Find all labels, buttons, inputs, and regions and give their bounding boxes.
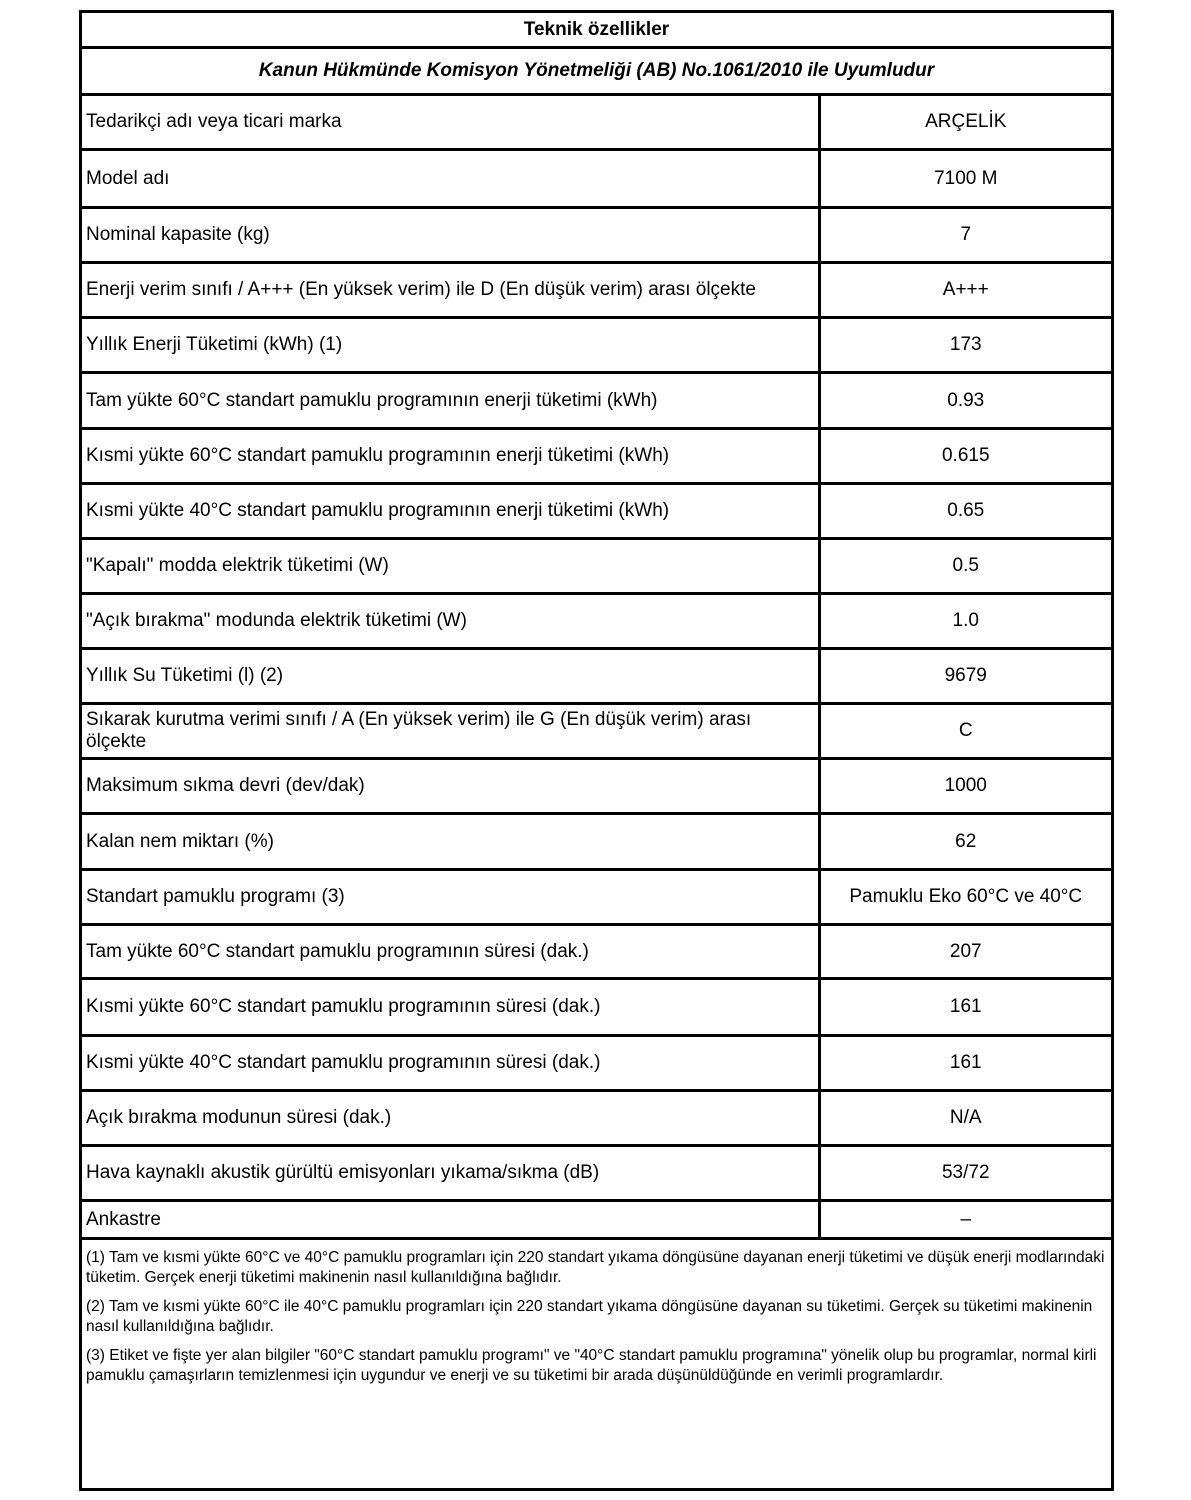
spec-value: A+++ [819, 263, 1111, 318]
spec-value: 7 [819, 208, 1111, 263]
footnote: (1) Tam ve kısmi yükte 60°C ve 40°C pamuklu programları için 220 standart yıkama döngüsüne dayanan enerji tüketimi ve düşük enerji modlarındaki tüketim. Gerçek enerji tüketimi makinenin nasıl kullanıldığına bağlıdır. [86, 1249, 1105, 1286]
spec-label: Hava kaynaklı akustik gürültü emisyonları yıkama/sıkma (dB) [82, 1146, 819, 1201]
subtitle-row [82, 48, 1111, 95]
spec-value: 0.93 [819, 373, 1111, 429]
spec-label: Tedarikçi adı veya ticari marka [82, 95, 819, 150]
spec-value: 173 [819, 318, 1111, 373]
table-row [82, 649, 1111, 704]
table-row [82, 263, 1111, 318]
spec-value: 0.615 [819, 429, 1111, 484]
table-row [82, 759, 1111, 814]
footnote: (3) Etiket ve fişte yer alan bilgiler "60°C standart pamuklu programı" ve "40°C standart pamuklu programına" yönelik olup bu programlar, normal kirli pamuklu çamaşırların temizlenmesi için uygundur ve enerji ve su tüketimi bir arada düşünüldüğünde en verimli programlardır. [86, 1347, 1097, 1384]
spec-value: 1000 [819, 759, 1111, 814]
spec-label: Kısmi yükte 60°C standart pamuklu programının süresi (dak.) [82, 979, 819, 1036]
spec-label: Nominal kapasite (kg) [82, 208, 819, 263]
spec-label: Kısmi yükte 40°C standart pamuklu programının enerji tüketimi (kWh) [82, 484, 819, 539]
spec-label: Sıkarak kurutma verimi sınıfı / A (En yüksek verim) ile G (En düşük verim) arası ölçekte [82, 704, 819, 759]
table-row [82, 814, 1111, 870]
spec-value: ARÇELİK [819, 95, 1111, 150]
spec-label: Kısmi yükte 40°C standart pamuklu programının süresi (dak.) [82, 1036, 819, 1091]
spec-value: N/A [819, 1091, 1111, 1146]
table-row [82, 318, 1111, 373]
spec-value: 0.5 [819, 539, 1111, 594]
spec-label: Ankastre [82, 1201, 819, 1239]
spec-label: Tam yükte 60°C standart pamuklu programının enerji tüketimi (kWh) [82, 373, 819, 429]
spec-value: 1.0 [819, 594, 1111, 649]
table-row [82, 1036, 1111, 1091]
spec-sheet [79, 10, 1114, 1491]
table-row [82, 594, 1111, 649]
table-row [82, 925, 1111, 979]
footnotes [82, 1240, 1111, 1386]
spec-value: 62 [819, 814, 1111, 870]
table-row [82, 484, 1111, 539]
table-row [82, 704, 1111, 759]
spec-label: Tam yükte 60°C standart pamuklu programının süresi (dak.) [82, 925, 819, 979]
spec-value: 53/72 [819, 1146, 1111, 1201]
table-row [82, 979, 1111, 1036]
table-row [82, 1146, 1111, 1201]
spec-value: 161 [819, 1036, 1111, 1091]
spec-value: 207 [819, 925, 1111, 979]
spec-label: Model adı [82, 150, 819, 208]
spec-value: – [819, 1201, 1111, 1239]
title-row [82, 13, 1111, 48]
table-row [82, 539, 1111, 594]
spec-value: 9679 [819, 649, 1111, 704]
spec-label: Maksimum sıkma devri (dev/dak) [82, 759, 819, 814]
table-row [82, 150, 1111, 208]
spec-label: Enerji verim sınıfı / A+++ (En yüksek verim) ile D (En düşük verim) arası ölçekte [82, 263, 819, 318]
table-row [82, 429, 1111, 484]
footnote: (2) Tam ve kısmi yükte 60°C ile 40°C pamuklu programları için 220 standart yıkama döngüsüne dayanan su tüketimi. Gerçek su tüketimi makinenin nasıl kullanıldığına bağlıdır. [86, 1298, 1093, 1335]
spec-label: Kısmi yükte 60°C standart pamuklu programının enerji tüketimi (kWh) [82, 429, 819, 484]
table-row [82, 95, 1111, 150]
table-title: Teknik özellikler [82, 13, 1111, 48]
spec-value: Pamuklu Eko 60°C ve 40°C [819, 870, 1111, 925]
table-row [82, 208, 1111, 263]
spec-label: Standart pamuklu programı (3) [82, 870, 819, 925]
spec-value: 161 [819, 979, 1111, 1036]
spec-value: 0.65 [819, 484, 1111, 539]
spec-label: "Açık bırakma" modunda elektrik tüketimi (W) [82, 594, 819, 649]
spec-label: "Kapalı" modda elektrik tüketimi (W) [82, 539, 819, 594]
table-row [82, 870, 1111, 925]
table-row [82, 1091, 1111, 1146]
table-row [82, 1201, 1111, 1239]
spec-label: Açık bırakma modunun süresi (dak.) [82, 1091, 819, 1146]
spec-label: Yıllık Enerji Tüketimi (kWh) (1) [82, 318, 819, 373]
table-subtitle: Kanun Hükmünde Komisyon Yönetmeliği (AB) No.1061/2010 ile Uyumludur [82, 48, 1111, 95]
spec-value: C [819, 704, 1111, 759]
spec-value: 7100 M [819, 150, 1111, 208]
spec-label: Kalan nem miktarı (%) [82, 814, 819, 870]
table-row [82, 373, 1111, 429]
spec-table [82, 13, 1111, 1240]
spec-label: Yıllık Su Tüketimi (l) (2) [82, 649, 819, 704]
